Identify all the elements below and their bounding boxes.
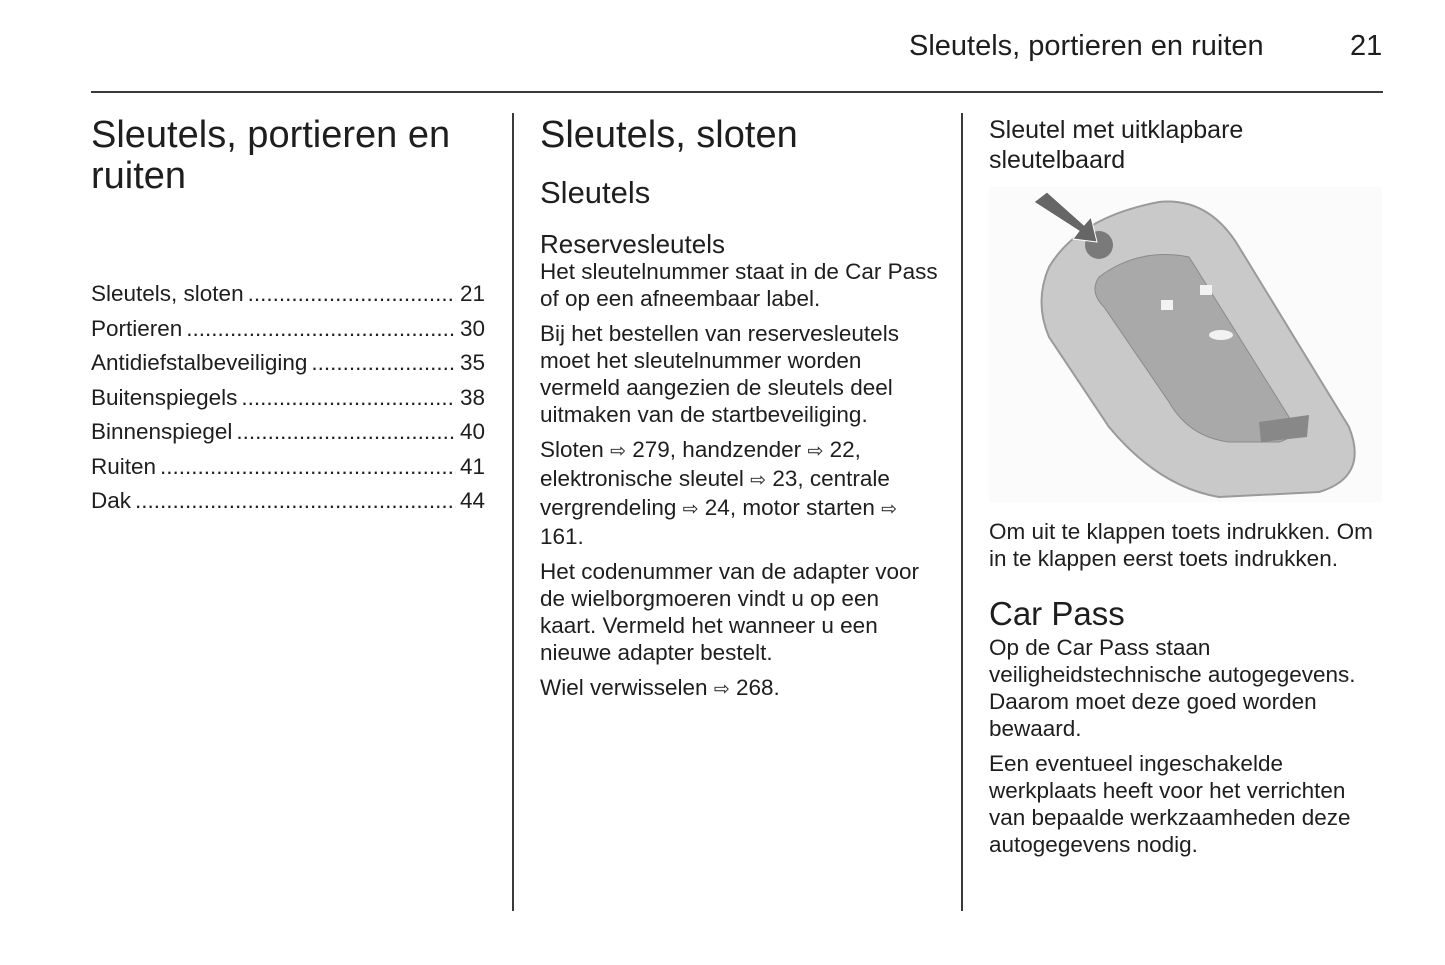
arrow-right-icon: ⇨ bbox=[807, 441, 824, 462]
side-column bbox=[989, 115, 1384, 866]
toc-entry[interactable] bbox=[91, 277, 485, 312]
toc-label: Binnenspiegel bbox=[91, 419, 233, 444]
toc-label: Dak bbox=[91, 488, 132, 513]
section-title: Sleutels, sloten bbox=[540, 114, 798, 156]
ref-link[interactable]: 279, handzender bbox=[632, 437, 802, 462]
ref-text: elektronische sleutel bbox=[540, 466, 744, 491]
key-fob-icon bbox=[1042, 202, 1355, 497]
toc-leader bbox=[186, 312, 456, 347]
ref-text: Wiel verwisselen bbox=[540, 675, 708, 700]
cross-references bbox=[540, 436, 940, 550]
toc-page: 40 bbox=[459, 419, 485, 444]
paragraph: Een eventueel ingeschakelde werkplaats heeft voor het verrichten van bepaalde werkzaamheden deze autogegevens nodig. bbox=[989, 751, 1351, 857]
paragraph: Het codenummer van de adapter voor de wielborgmoeren vindt u op een kaart. Vermeld het wanneer u een nieuwe adapter bestelt. bbox=[540, 559, 919, 665]
toc-entry[interactable] bbox=[91, 312, 485, 347]
car-pass-title: Car Pass bbox=[989, 595, 1125, 632]
arrow-right-icon: ⇨ bbox=[610, 441, 626, 462]
paragraph: Op de Car Pass staan veiligheidstechnische autogegevens. Daarom moet deze goed worden bewaard. bbox=[989, 635, 1356, 741]
column-divider-1 bbox=[512, 113, 514, 911]
toc-label: Antidiefstalbeveiliging bbox=[91, 350, 308, 375]
toc-label: Portieren bbox=[91, 315, 183, 341]
toc-page: 35 bbox=[459, 350, 485, 375]
car-icon bbox=[1209, 330, 1233, 340]
chapter-title: Sleutels, portieren en ruiten bbox=[91, 114, 451, 197]
toc-leader bbox=[241, 381, 456, 416]
toc-entry[interactable] bbox=[91, 381, 485, 416]
toc-entry[interactable] bbox=[91, 484, 485, 519]
toc-page: 44 bbox=[459, 488, 485, 513]
ref-link[interactable]: 24, motor starten bbox=[704, 495, 875, 520]
arrow-right-icon: ⇨ bbox=[881, 499, 898, 520]
subsubsection-title: Reservesleutels bbox=[540, 229, 725, 259]
toc-page: 21 bbox=[459, 281, 485, 306]
toc-label: Ruiten bbox=[91, 453, 157, 479]
toc-leader bbox=[311, 346, 456, 381]
arrow-right-icon: ⇨ bbox=[713, 679, 730, 700]
toc-entry[interactable] bbox=[91, 450, 485, 485]
subsection-title: Sleutels bbox=[540, 175, 651, 210]
toc-leader bbox=[160, 450, 456, 485]
arrow-right-icon: ⇨ bbox=[750, 470, 767, 491]
running-header-title: Sleutels, portieren en ruiten bbox=[909, 30, 1264, 62]
ref-text: Sloten bbox=[540, 437, 604, 462]
toc-page: 38 bbox=[459, 384, 485, 410]
ref-link[interactable]: 23, centrale vergrendeling bbox=[540, 466, 890, 520]
toc-page: 41 bbox=[459, 453, 485, 479]
ref-link[interactable]: 161. bbox=[540, 524, 584, 549]
figure-caption: Om uit te klappen toets indrukken. Om in te klappen eerst toets indrukken. bbox=[989, 519, 1373, 571]
figure-title: Sleutel met uitklapbare sleutelbaard bbox=[989, 116, 1244, 174]
paragraph: Bij het bestellen van reservesleutels moet het sleutelnummer worden vermeld aangezien de sleutels deel uitmaken van de startbeveiliging. bbox=[540, 321, 899, 427]
ref-link[interactable]: 268. bbox=[736, 675, 780, 700]
toc-label: Buitenspiegels bbox=[91, 384, 238, 410]
toc-entry[interactable] bbox=[91, 415, 485, 450]
page-number: 21 bbox=[1350, 30, 1383, 62]
toc-page: 30 bbox=[459, 315, 485, 341]
toc-leader bbox=[248, 277, 456, 312]
ref-link[interactable]: 22, bbox=[829, 437, 861, 462]
toc-leader bbox=[135, 484, 456, 519]
header-divider bbox=[91, 91, 1383, 93]
arrow-right-icon: ⇨ bbox=[682, 499, 699, 520]
table-of-contents bbox=[91, 277, 485, 519]
cross-reference bbox=[540, 674, 940, 703]
chapter-column bbox=[91, 115, 485, 519]
key-fob-illustration bbox=[989, 187, 1382, 502]
paragraph: Het sleutelnummer staat in de Car Pass of op een afneembaar label. bbox=[540, 259, 938, 311]
arrow-indicator-icon bbox=[1034, 192, 1097, 242]
toc-leader bbox=[236, 415, 456, 450]
toc-entry[interactable] bbox=[91, 346, 485, 381]
content-column bbox=[540, 115, 940, 711]
column-divider-2 bbox=[961, 113, 963, 911]
toc-label: Sleutels, sloten bbox=[91, 281, 244, 306]
